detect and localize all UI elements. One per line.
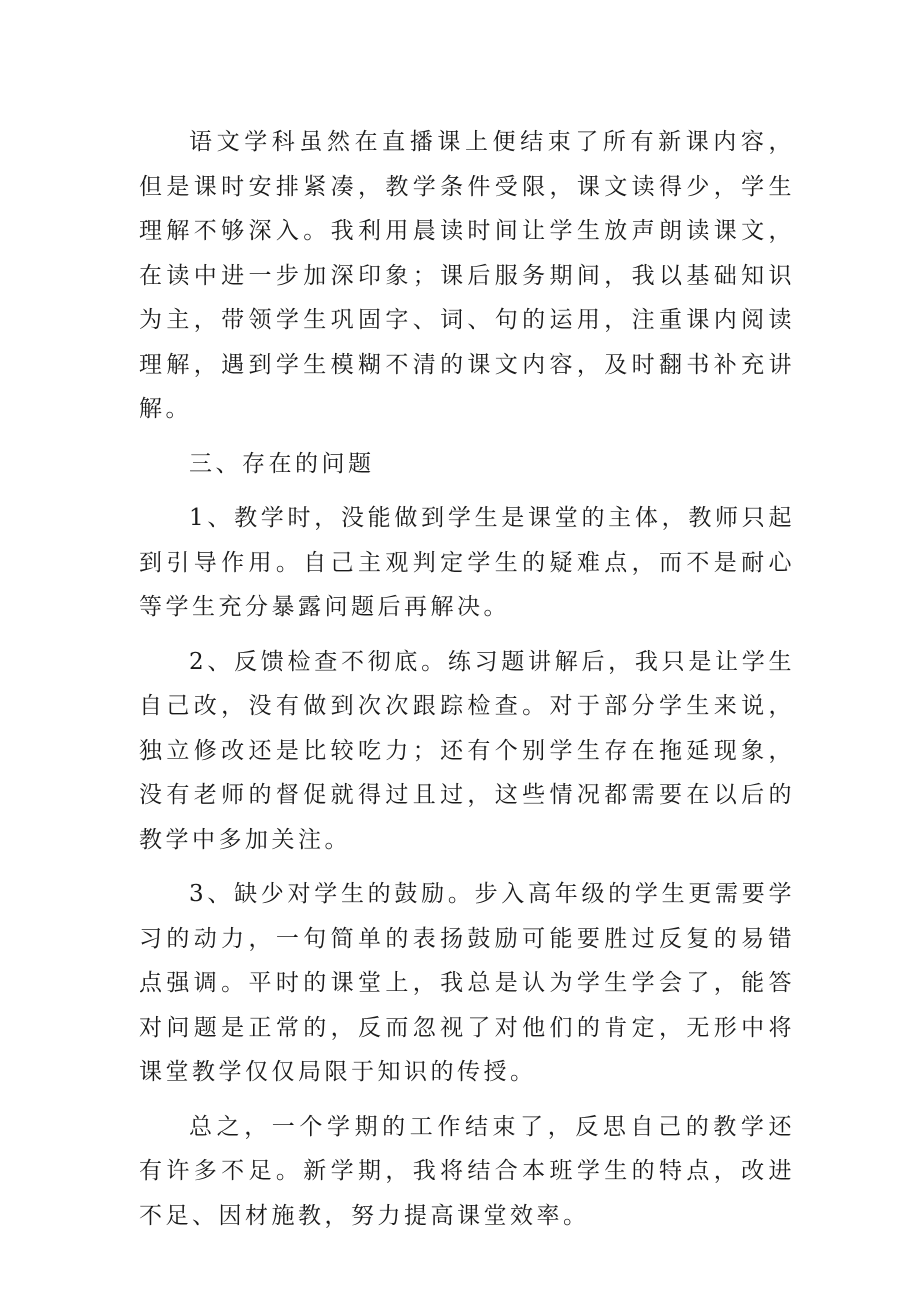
problem-paragraph-2: 2、反馈检查不彻底。练习题讲解后，我只是让学生自己改，没有做到次次跟踪检查。对于部分学生来说，独立修改还是比较吃力；还有个别学生存在拖延现象，没有老师的督促就得过且过，这些情况都需要在以后的教学中多加关注。	[139, 648, 795, 853]
intro-paragraph: 语文学科虽然在直播课上便结束了所有新课内容，但是课时安排紧凑，教学条件受限，课文读得少，学生理解不够深入。我利用晨读时间让学生放声朗读课文，在读中进一步加深印象；课后服务期间，我以基础知识为主，带领学生巩固字、词、句的运用，注重课内阅读理解，遇到学生模糊不清的课文内容，及时翻书补充讲解。	[139, 129, 795, 422]
spacer	[139, 862, 795, 872]
problem-paragraph-3: 3、缺少对学生的鼓励。步入高年级的学生更需要学习的动力，一句简单的表扬鼓励可能要胜过反复的易错点强调。平时的课堂上，我总是认为学生学会了，能答对问题是正常的，反而忽视了对他们的肯定，无形中将课堂教学仅仅局限于知识的传授。	[139, 881, 795, 1085]
spacer	[139, 486, 795, 496]
spacer	[139, 630, 795, 640]
section-heading: 三、存在的问题	[189, 450, 375, 477]
conclusion-paragraph: 总之，一个学期的工作结束了，反思自己的教学还有许多不足。新学期，我将结合本班学生的特点，改进不足、因材施教，努力提高课堂效率。	[139, 1113, 795, 1229]
spacer	[139, 432, 795, 442]
spacer	[139, 1095, 795, 1105]
document-body	[139, 120, 795, 1238]
problem-paragraph-1: 1、教学时，没能做到学生是课堂的主体，教师只起到引导作用。自己主观判定学生的疑难点，而不是耐心等学生充分暴露问题后再解决。	[139, 505, 795, 620]
